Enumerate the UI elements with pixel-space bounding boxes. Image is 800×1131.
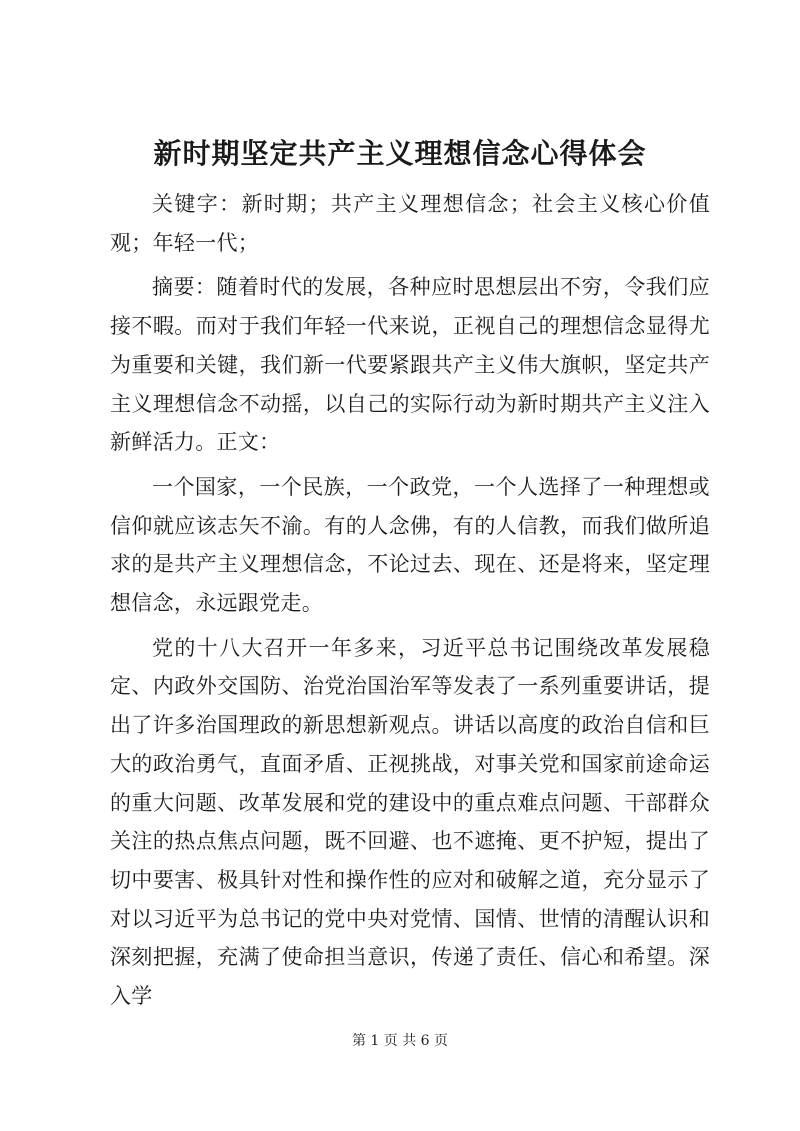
page-footer xyxy=(0,1031,800,1051)
body-paragraph: 一个国家，一个民族，一个政党，一个人选择了一种理想或信仰就应该志矢不渝。有的人念佛，有的人信教，而我们做所追求的是共产主义理想信念，不论过去、现在、还是将来，坚定理想信念，永远跟党走。 xyxy=(110,474,710,616)
keywords-paragraph: 关键字：新时期；共产主义理想信念；社会主义核心价值观；年轻一代； xyxy=(110,192,710,255)
body-paragraph: 党的十八大召开一年多来，习近平总书记围绕改革发展稳定、内政外交国防、治党治国治军等发表了一系列重要讲话，提出了许多治国理政的新思想新观点。讲话以高度的政治自信和巨大的政治勇气，直面矛盾、正视挑战，对事关党和国家前途命运的重大问题、改革发展和党的建设中的重点难点问题、干部群众关注的热点焦点问题，既不回避、也不遮掩、更不护短，提出了切中要害、极具针对性和操作性的应对和破解之道，充分显示了对以习近平为总书记的党中央对党情、国情、世情的清醒认识和深刻把握，充满了使命担当意识，传递了责任、信心和希望。深入学 xyxy=(110,635,710,1009)
document-body xyxy=(110,185,710,1022)
abstract-paragraph: 摘要：随着时代的发展，各种应时思想层出不穷，令我们应接不暇。而对于我们年轻一代来说，正视自己的理想信念显得尤为重要和关键，我们新一代要紧跟共产主义伟大旗帜，坚定共产主义理想信念不动摇，以自己的实际行动为新时期共产主义注入新鲜活力。正文： xyxy=(110,275,710,455)
document-title: 新时期坚定共产主义理想信念心得体会 xyxy=(153,137,647,170)
page-number: 第 1 页 共 6 页 xyxy=(351,1033,449,1049)
